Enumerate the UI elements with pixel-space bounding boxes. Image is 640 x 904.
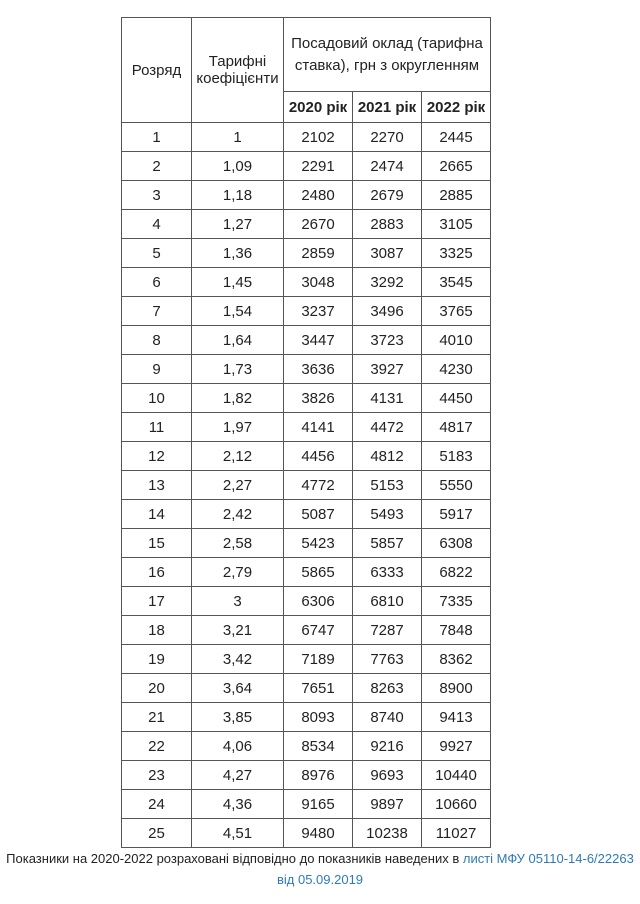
cell-salary-2022: 7335 (422, 587, 491, 616)
table-row (122, 442, 491, 471)
cell-salary-2022: 5917 (422, 500, 491, 529)
cell-salary-2021: 5493 (353, 500, 422, 529)
cell-salary-2021: 8263 (353, 674, 422, 703)
cell-rank: 15 (122, 529, 192, 558)
cell-coefficient: 1,27 (192, 210, 284, 239)
cell-salary-2021: 2474 (353, 152, 422, 181)
table-row (122, 297, 491, 326)
cell-salary-2021: 2679 (353, 181, 422, 210)
cell-coefficient: 1,54 (192, 297, 284, 326)
cell-salary-2020: 7189 (284, 645, 353, 674)
cell-salary-2022: 2445 (422, 123, 491, 152)
table-row (122, 761, 491, 790)
cell-rank: 3 (122, 181, 192, 210)
table-row (122, 703, 491, 732)
table-row (122, 355, 491, 384)
cell-rank: 19 (122, 645, 192, 674)
cell-coefficient: 1,64 (192, 326, 284, 355)
header-salary: Посадовий оклад (тарифна ставка), грн з округленням (284, 18, 491, 92)
header-coefficient: Тарифні коефіцієнти (192, 18, 284, 123)
table-row (122, 616, 491, 645)
cell-salary-2020: 2480 (284, 181, 353, 210)
cell-coefficient: 4,27 (192, 761, 284, 790)
cell-salary-2021: 2883 (353, 210, 422, 239)
cell-salary-2022: 2665 (422, 152, 491, 181)
cell-salary-2021: 3927 (353, 355, 422, 384)
cell-salary-2020: 9165 (284, 790, 353, 819)
cell-salary-2021: 9216 (353, 732, 422, 761)
cell-coefficient: 4,36 (192, 790, 284, 819)
cell-salary-2022: 11027 (422, 819, 491, 848)
cell-salary-2021: 2270 (353, 123, 422, 152)
cell-salary-2020: 7651 (284, 674, 353, 703)
cell-salary-2022: 6822 (422, 558, 491, 587)
cell-salary-2020: 3237 (284, 297, 353, 326)
cell-salary-2022: 7848 (422, 616, 491, 645)
salary-table (121, 17, 491, 848)
cell-coefficient: 1,73 (192, 355, 284, 384)
cell-salary-2022: 5183 (422, 442, 491, 471)
footnote-text: Показники на 2020-2022 розраховані відповідно до показників наведених в (6, 851, 463, 866)
cell-coefficient: 2,42 (192, 500, 284, 529)
cell-salary-2021: 3087 (353, 239, 422, 268)
cell-salary-2022: 4230 (422, 355, 491, 384)
cell-salary-2020: 3636 (284, 355, 353, 384)
cell-coefficient: 4,51 (192, 819, 284, 848)
cell-salary-2021: 5153 (353, 471, 422, 500)
cell-salary-2020: 2291 (284, 152, 353, 181)
cell-rank: 1 (122, 123, 192, 152)
cell-salary-2021: 7763 (353, 645, 422, 674)
table-row (122, 413, 491, 442)
cell-salary-2021: 4812 (353, 442, 422, 471)
cell-rank: 17 (122, 587, 192, 616)
cell-rank: 9 (122, 355, 192, 384)
cell-salary-2022: 10660 (422, 790, 491, 819)
cell-salary-2022: 4010 (422, 326, 491, 355)
table-row (122, 181, 491, 210)
cell-salary-2020: 2670 (284, 210, 353, 239)
cell-rank: 22 (122, 732, 192, 761)
cell-salary-2020: 3447 (284, 326, 353, 355)
cell-salary-2022: 10440 (422, 761, 491, 790)
cell-salary-2020: 2859 (284, 239, 353, 268)
cell-salary-2020: 5087 (284, 500, 353, 529)
cell-salary-2022: 5550 (422, 471, 491, 500)
cell-rank: 16 (122, 558, 192, 587)
cell-salary-2021: 5857 (353, 529, 422, 558)
cell-salary-2021: 3292 (353, 268, 422, 297)
header-rank: Розряд (122, 18, 192, 123)
table-row (122, 268, 491, 297)
table-row (122, 558, 491, 587)
cell-salary-2021: 6810 (353, 587, 422, 616)
cell-salary-2022: 6308 (422, 529, 491, 558)
cell-salary-2021: 9693 (353, 761, 422, 790)
cell-salary-2020: 5865 (284, 558, 353, 587)
cell-rank: 20 (122, 674, 192, 703)
cell-rank: 5 (122, 239, 192, 268)
table-row (122, 123, 491, 152)
cell-salary-2020: 3826 (284, 384, 353, 413)
cell-coefficient: 2,12 (192, 442, 284, 471)
table-row (122, 210, 491, 239)
cell-rank: 13 (122, 471, 192, 500)
cell-rank: 24 (122, 790, 192, 819)
table-row (122, 819, 491, 848)
cell-salary-2022: 8362 (422, 645, 491, 674)
cell-rank: 6 (122, 268, 192, 297)
cell-salary-2021: 9897 (353, 790, 422, 819)
cell-salary-2020: 4456 (284, 442, 353, 471)
cell-salary-2021: 7287 (353, 616, 422, 645)
cell-salary-2020: 4772 (284, 471, 353, 500)
cell-salary-2022: 2885 (422, 181, 491, 210)
cell-rank: 4 (122, 210, 192, 239)
cell-coefficient: 3,85 (192, 703, 284, 732)
table-row (122, 645, 491, 674)
cell-rank: 7 (122, 297, 192, 326)
table-row (122, 326, 491, 355)
cell-salary-2020: 2102 (284, 123, 353, 152)
cell-coefficient: 3,64 (192, 674, 284, 703)
table-row (122, 732, 491, 761)
cell-rank: 12 (122, 442, 192, 471)
cell-salary-2020: 8976 (284, 761, 353, 790)
cell-coefficient: 1,45 (192, 268, 284, 297)
cell-salary-2021: 3496 (353, 297, 422, 326)
cell-salary-2021: 4131 (353, 384, 422, 413)
table-row (122, 529, 491, 558)
table-row (122, 239, 491, 268)
header-row-main (122, 18, 491, 92)
cell-salary-2020: 8093 (284, 703, 353, 732)
cell-salary-2022: 4450 (422, 384, 491, 413)
table-row (122, 471, 491, 500)
cell-salary-2020: 6747 (284, 616, 353, 645)
table-row (122, 384, 491, 413)
cell-salary-2020: 5423 (284, 529, 353, 558)
cell-rank: 14 (122, 500, 192, 529)
cell-rank: 10 (122, 384, 192, 413)
table-header (122, 18, 491, 123)
cell-salary-2022: 3325 (422, 239, 491, 268)
cell-coefficient: 2,58 (192, 529, 284, 558)
cell-salary-2021: 8740 (353, 703, 422, 732)
table-row (122, 674, 491, 703)
cell-coefficient: 4,06 (192, 732, 284, 761)
cell-salary-2020: 8534 (284, 732, 353, 761)
cell-coefficient: 1,97 (192, 413, 284, 442)
cell-coefficient: 1,82 (192, 384, 284, 413)
table-body (122, 123, 491, 848)
table-row (122, 587, 491, 616)
cell-salary-2021: 3723 (353, 326, 422, 355)
cell-rank: 11 (122, 413, 192, 442)
table-row (122, 152, 491, 181)
cell-rank: 23 (122, 761, 192, 790)
footnote (0, 848, 640, 890)
cell-rank: 8 (122, 326, 192, 355)
cell-coefficient: 3,21 (192, 616, 284, 645)
cell-salary-2021: 10238 (353, 819, 422, 848)
cell-salary-2020: 3048 (284, 268, 353, 297)
cell-rank: 25 (122, 819, 192, 848)
header-year-2020: 2020 рік (284, 92, 353, 123)
cell-salary-2020: 4141 (284, 413, 353, 442)
cell-salary-2020: 6306 (284, 587, 353, 616)
cell-coefficient: 1,18 (192, 181, 284, 210)
cell-coefficient: 1,09 (192, 152, 284, 181)
cell-rank: 18 (122, 616, 192, 645)
cell-coefficient: 3,42 (192, 645, 284, 674)
cell-coefficient: 1,36 (192, 239, 284, 268)
cell-coefficient: 3 (192, 587, 284, 616)
cell-coefficient: 2,27 (192, 471, 284, 500)
table-row (122, 790, 491, 819)
cell-salary-2022: 4817 (422, 413, 491, 442)
cell-salary-2022: 3105 (422, 210, 491, 239)
cell-salary-2020: 9480 (284, 819, 353, 848)
cell-salary-2022: 9927 (422, 732, 491, 761)
cell-rank: 21 (122, 703, 192, 732)
cell-salary-2021: 4472 (353, 413, 422, 442)
cell-rank: 2 (122, 152, 192, 181)
footnote-link[interactable]: листі МФУ 05110-14-6/22263 від 05.09.2019 (276, 851, 634, 887)
cell-salary-2022: 3765 (422, 297, 491, 326)
salary-table-container (121, 17, 491, 848)
cell-coefficient: 1 (192, 123, 284, 152)
cell-salary-2021: 6333 (353, 558, 422, 587)
table-row (122, 500, 491, 529)
cell-salary-2022: 9413 (422, 703, 491, 732)
cell-coefficient: 2,79 (192, 558, 284, 587)
cell-salary-2022: 8900 (422, 674, 491, 703)
header-year-2022: 2022 рік (422, 92, 491, 123)
cell-salary-2022: 3545 (422, 268, 491, 297)
header-year-2021: 2021 рік (353, 92, 422, 123)
